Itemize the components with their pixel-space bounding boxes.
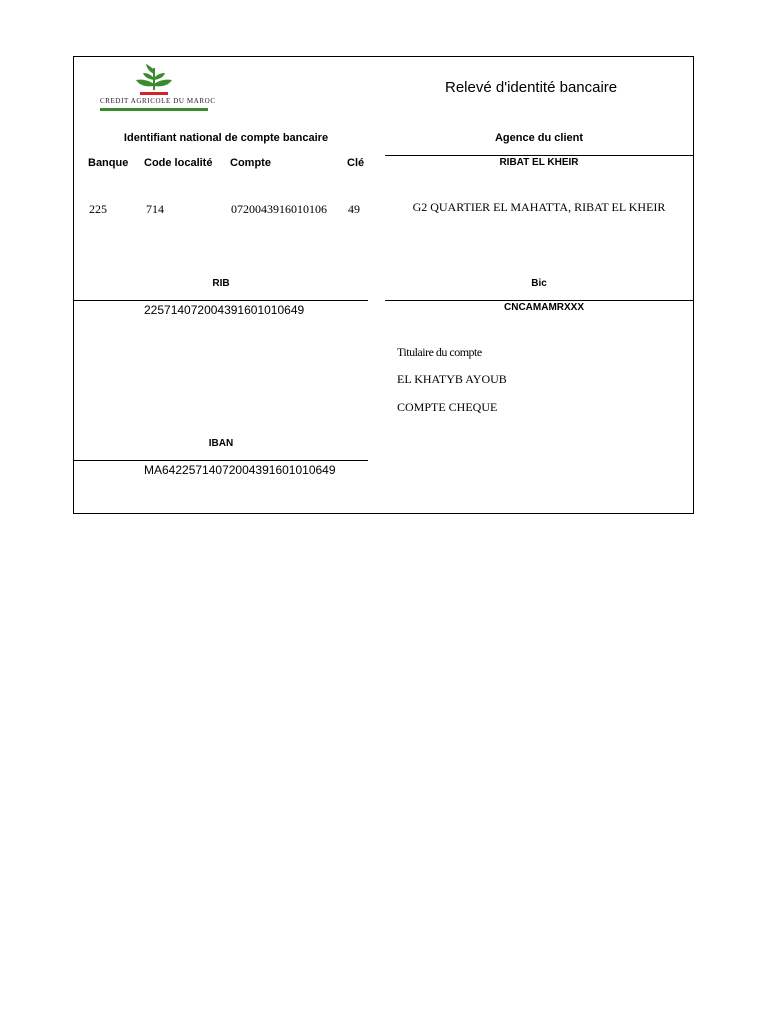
bic-value: CNCAMAMRXXX — [504, 302, 584, 313]
wheat-leaf-icon — [134, 64, 174, 92]
account-type: COMPTE CHEQUE — [397, 400, 498, 414]
bank-logo — [98, 64, 216, 114]
section-title-national-id: Identifiant national de compte bancaire — [123, 132, 329, 144]
iban-value: MA64225714072004391601010649 — [144, 463, 336, 477]
logo-red-bar — [140, 92, 168, 95]
rib-label: RIB — [212, 278, 230, 289]
divider-agence — [385, 155, 693, 156]
divider-iban — [74, 460, 368, 461]
holder-label: Titulaire du compte — [397, 345, 482, 359]
value-cle: 49 — [348, 202, 360, 216]
value-banque: 225 — [89, 202, 107, 216]
column-compte: Compte — [230, 157, 271, 169]
logo-green-bar — [100, 108, 208, 111]
agence-title: Agence du client — [494, 132, 584, 144]
divider-bic — [385, 300, 693, 301]
column-cle: Clé — [347, 157, 365, 169]
agence-name: RIBAT EL KHEIR — [499, 157, 579, 168]
value-compte: 0720043916010106 — [231, 202, 327, 216]
value-code-localite: 714 — [146, 202, 164, 216]
divider-rib — [74, 300, 368, 301]
column-code-localite: Code localité — [144, 157, 213, 169]
holder-name: EL KHATYB AYOUB — [397, 372, 507, 386]
rib-value: 225714072004391601010649 — [144, 303, 305, 317]
bank-name-logo-text: CREDIT AGRICOLE DU MAROC — [100, 97, 216, 105]
iban-label: IBAN — [208, 438, 234, 449]
document-title: Relevé d'identité bancaire — [445, 79, 618, 96]
agence-address: G2 QUARTIER EL MAHATTA, RIBAT EL KHEIR — [412, 200, 666, 214]
bic-label: Bic — [531, 278, 547, 289]
column-banque: Banque — [88, 157, 129, 169]
